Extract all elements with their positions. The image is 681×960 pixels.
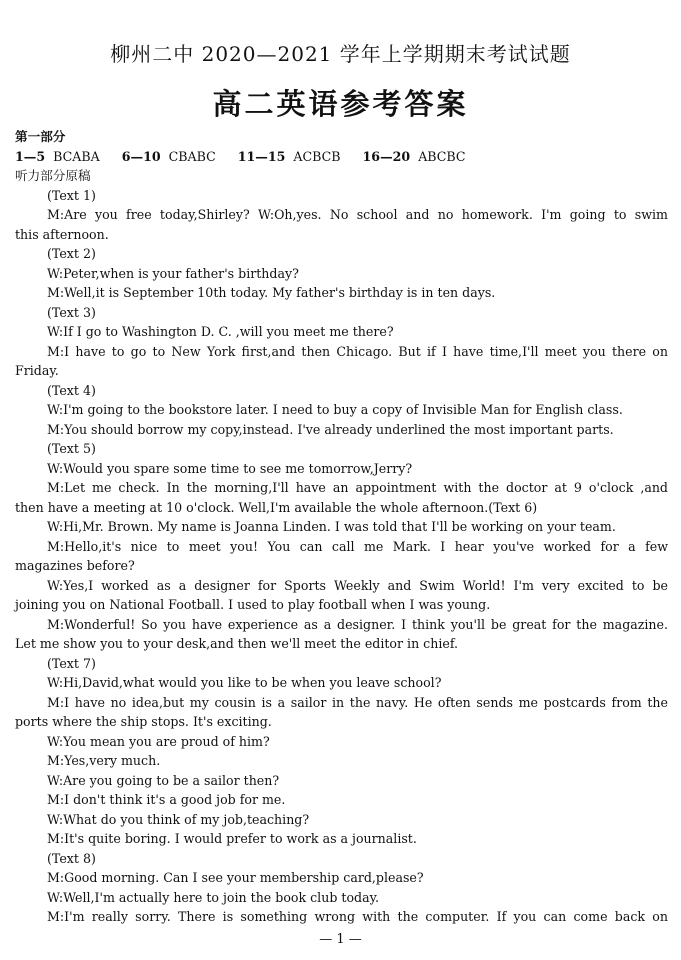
transcript-line: W:Well,I'm actually here to join the book club today. bbox=[47, 889, 380, 905]
transcript-line: M:I'm really sorry. There is something wrong with the computer. If you can come back on bbox=[47, 909, 668, 924]
transcript-line: (Text 4) bbox=[47, 382, 96, 398]
section-title: 第一部分 bbox=[15, 129, 66, 144]
transcript-line: M:Let me check. In the morning,I'll have an appointment with the doctor at 9 o'clock ,and bbox=[47, 480, 668, 495]
transcript-line: M:Hello,it's nice to meet you! You can call me Mark. I hear you've worked for a few bbox=[47, 538, 668, 554]
transcript-line: M:It's quite boring. I would prefer to work as a journalist. bbox=[47, 831, 417, 846]
exam-title: 柳州二中 2020—2021 学年上学期期末考试试题 bbox=[110, 42, 571, 66]
transcript-line: this afternoon. bbox=[15, 226, 109, 242]
transcript bbox=[15, 186, 668, 927]
transcript-line: M:Well,it is September 10th today. My father's birthday is in ten days. bbox=[47, 285, 496, 300]
page-title: 高二英语参考答案 bbox=[212, 87, 469, 121]
transcript-line: M:Good morning. Can I see your membership card,please? bbox=[47, 870, 424, 885]
transcript-line: M:Wonderful! So you have experience as a designer. I think you'll be great for the magazine. bbox=[47, 616, 668, 632]
transcript-line: (Text 2) bbox=[47, 246, 96, 261]
transcript-line: W:I'm going to the bookstore later. I need to buy a copy of Invisible Man for English class. bbox=[47, 402, 623, 417]
transcript-line: magazines before? bbox=[15, 558, 135, 573]
answer-letters: BCABA bbox=[53, 148, 100, 164]
transcript-line: W:If I go to Washington D. C. ,will you meet me there? bbox=[47, 324, 394, 339]
transcript-line: (Text 7) bbox=[47, 655, 96, 671]
answer-letters: ACBCB bbox=[293, 148, 341, 164]
page-number: — 1 — bbox=[319, 932, 362, 947]
transcript-line: W:Peter,when is your father's birthday? bbox=[47, 265, 299, 281]
transcript-line: M:You should borrow my copy,instead. I've already underlined the most important parts. bbox=[47, 421, 614, 437]
answer-range: 11—15 bbox=[237, 148, 286, 164]
transcript-line: M:Are you free today,Shirley? W:Oh,yes. No school and no homework. I'm going to swim bbox=[47, 207, 668, 222]
answer-letters: CBABC bbox=[168, 148, 216, 164]
document-body bbox=[15, 127, 668, 927]
answer-range: 6—10 bbox=[121, 148, 161, 164]
transcript-line: M:I have no idea,but my cousin is a sailor in the navy. He often sends me postcards from the bbox=[47, 694, 668, 710]
transcript-line: W:You mean you are proud of him? bbox=[47, 733, 270, 749]
transcript-line: (Text 8) bbox=[47, 850, 96, 866]
transcript-line: M:I have to go to New York first,and then Chicago. But if I have time,I'll meet you there on bbox=[47, 343, 668, 359]
transcript-line: joining you on National Football. I used to play football when I was young. bbox=[15, 597, 491, 612]
transcript-line: W:Yes,I worked as a designer for Sports Weekly and Swim World! I'm very excited to be bbox=[47, 577, 668, 593]
answer-key-row bbox=[15, 147, 668, 167]
transcript-line: W:Hi,Mr. Brown. My name is Joanna Linden. I was told that I'll be working on your team. bbox=[47, 519, 616, 534]
transcript-line: W:What do you think of my job,teaching? bbox=[47, 811, 310, 827]
transcript-line: W:Are you going to be a sailor then? bbox=[47, 772, 280, 788]
transcript-line: W:Hi,David,what would you like to be when you leave school? bbox=[47, 675, 442, 690]
transcript-line: (Text 1) bbox=[47, 187, 96, 203]
transcript-line: W:Would you spare some time to see me tomorrow,Jerry? bbox=[47, 460, 413, 476]
answer-range: 1—5 bbox=[15, 148, 46, 164]
transcript-line: Friday. bbox=[15, 363, 59, 378]
answer-letters: ABCBC bbox=[418, 148, 466, 164]
transcript-line: (Text 3) bbox=[47, 304, 96, 320]
transcript-line: ports where the ship stops. It's exciting. bbox=[15, 714, 272, 729]
transcript-line: then have a meeting at 10 o'clock. Well,I'm available the whole afternoon.(Text 6) bbox=[15, 499, 538, 515]
answer-range: 16—20 bbox=[362, 148, 411, 164]
transcript-line: M:I don't think it's a good job for me. bbox=[47, 792, 286, 807]
transcript-line: Let me show you to your desk,and then we'll meet the editor in chief. bbox=[15, 636, 459, 651]
transcript-line: (Text 5) bbox=[47, 441, 96, 456]
transcript-title: 听力部分原稿 bbox=[15, 168, 91, 183]
transcript-line: M:Yes,very much. bbox=[47, 753, 161, 768]
